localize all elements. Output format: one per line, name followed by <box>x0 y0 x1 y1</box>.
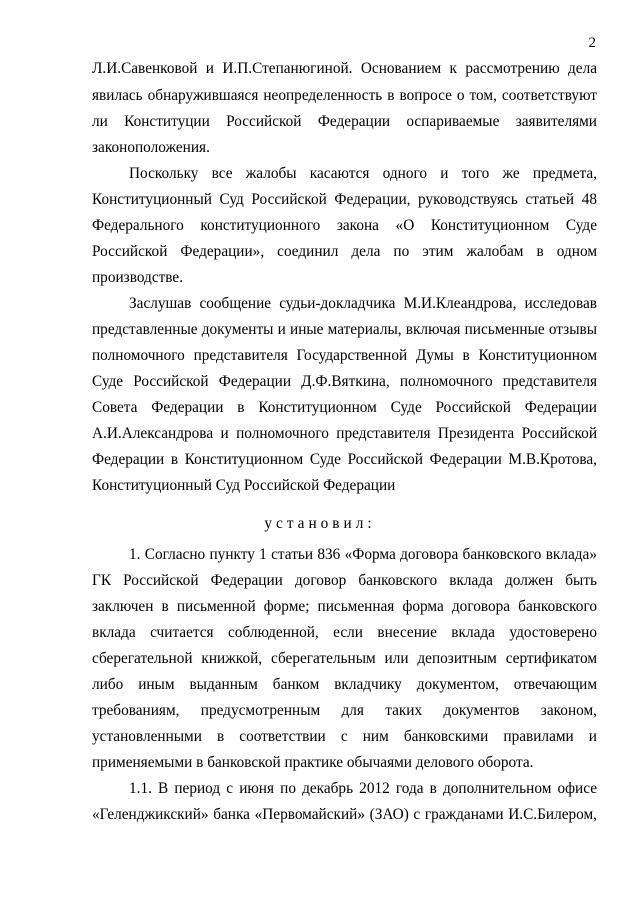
text-line: ГК Российской Федерации договор банковского вклада должен быть <box>92 572 597 589</box>
text-line: заключен в письменной форме; письменная форма договора банковского <box>92 598 597 615</box>
text-line: установленными в соответствии с ним банковскими правилами и <box>92 728 597 745</box>
text-line: производстве. <box>92 269 184 286</box>
page-number: 2 <box>588 35 596 51</box>
text-line: «Геленджикский» банка «Первомайский» (ЗАО) с гражданами И.С.Билером, <box>92 806 597 823</box>
text-line: А.И.Александрова и полномочного представителя Президента Российской <box>92 425 597 442</box>
text-line: Совета Федерации в Конституционном Суде Российской Федерации <box>92 399 597 416</box>
text-line: Российской Федерации», соединил дела по этим жалобам в одном <box>92 243 597 260</box>
text-line: Суде Российской Федерации Д.Ф.Вяткина, полномочного представителя <box>92 373 597 390</box>
text-line: явилась обнаружившаяся неопределенность в вопросе о том, соответствуют <box>92 87 597 104</box>
text-line: 1.1. В период с июня по декабрь 2012 года в дополнительном офисе <box>129 780 597 797</box>
text-line: представленные документы и иные материалы, включая письменные отзывы <box>92 321 597 338</box>
text-line: ли Конституции Российской Федерации оспариваемые заявителями <box>92 113 597 130</box>
text-line: Конституционный Суд Российской Федерации <box>92 477 396 494</box>
text-line: Поскольку все жалобы касаются одного и того же предмета, <box>129 165 597 182</box>
text-line: Федерации в Конституционном Суде Российской Федерации М.В.Кротова, <box>92 451 597 468</box>
text-line: законоположения. <box>92 139 210 156</box>
text-line: требованиям, предусмотренным для таких документов законом, <box>92 702 597 719</box>
text-line: полномочного представителя Государственной Думы в Конституционном <box>92 347 597 364</box>
text-line: либо иным выданным банком вкладчику документом, отвечающим <box>92 676 597 693</box>
text-line: 1. Согласно пункту 1 статьи 836 «Форма договора банковского вклада» <box>129 546 597 563</box>
text-line: Федерального конституционного закона «О Конституционном Суде <box>92 217 597 234</box>
text-line: сберегательной книжкой, сберегательным или депозитным сертификатом <box>92 650 597 667</box>
text-line: Конституционный Суд Российской Федерации, руководствуясь статьей 48 <box>92 191 597 208</box>
text-line: Л.И.Савенковой и И.П.Степанюгиной. Основанием к рассмотрению дела <box>92 60 597 77</box>
text-line: Заслушав сообщение судьи-докладчика М.И.Клеандрова, исследовав <box>129 295 597 312</box>
text-line: вклада считается соблюденной, если внесение вклада удостоверено <box>92 624 597 641</box>
section-heading: установил: <box>264 515 376 532</box>
text-line: применяемыми в банковской практике обычаями делового оборота. <box>92 754 534 771</box>
